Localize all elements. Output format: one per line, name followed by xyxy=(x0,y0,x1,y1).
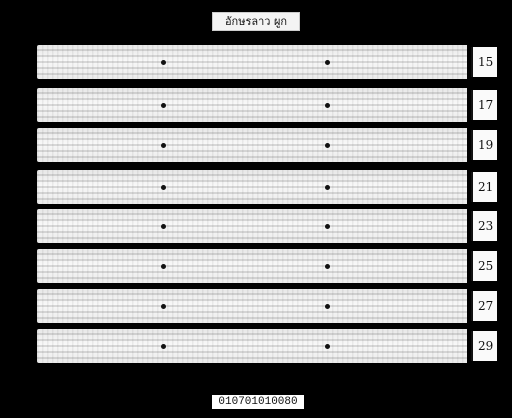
binding-hole xyxy=(161,103,166,108)
page-number: 19 xyxy=(478,138,494,152)
palm-leaf xyxy=(37,329,497,363)
binding-hole xyxy=(161,224,166,229)
binding-hole xyxy=(325,185,330,190)
leaf-script-texture xyxy=(37,45,467,79)
leaf-script-texture xyxy=(37,249,467,283)
page-number: 15 xyxy=(478,55,494,69)
palm-leaf xyxy=(37,88,497,122)
page-number-tab xyxy=(471,331,497,361)
binding-hole xyxy=(325,224,330,229)
palm-leaf xyxy=(37,170,497,204)
page-number-tab xyxy=(471,172,497,202)
binding-hole xyxy=(325,344,330,349)
leaf-script-texture xyxy=(37,329,467,363)
binding-hole xyxy=(325,264,330,269)
leaf-script-texture xyxy=(37,170,467,204)
binding-hole xyxy=(161,185,166,190)
page-number-tab xyxy=(471,291,497,321)
page-number-tab xyxy=(471,130,497,160)
binding-hole xyxy=(161,304,166,309)
binding-hole xyxy=(161,344,166,349)
binding-hole xyxy=(325,60,330,65)
leaf-script-texture xyxy=(37,209,467,243)
page-number-tab xyxy=(471,90,497,120)
page-number: 29 xyxy=(478,339,494,353)
binding-hole xyxy=(325,143,330,148)
manuscript-title-label: อักษรลาว ผูก xyxy=(212,12,300,31)
page-number-tab xyxy=(471,211,497,241)
page-number: 17 xyxy=(478,98,494,112)
page-number: 27 xyxy=(478,299,494,313)
binding-hole xyxy=(161,60,166,65)
leaf-script-texture xyxy=(37,289,467,323)
page-number-tab xyxy=(471,251,497,281)
palm-leaf xyxy=(37,249,497,283)
page-number-tab xyxy=(471,47,497,77)
page-number: 23 xyxy=(478,219,494,233)
leaf-script-texture xyxy=(37,128,467,162)
palm-leaf xyxy=(37,45,497,79)
binding-hole xyxy=(161,264,166,269)
binding-hole xyxy=(325,103,330,108)
binding-hole xyxy=(325,304,330,309)
page-number: 25 xyxy=(478,259,494,273)
palm-leaf xyxy=(37,128,497,162)
palm-leaf xyxy=(37,209,497,243)
binding-hole xyxy=(161,143,166,148)
palm-leaf xyxy=(37,289,497,323)
leaf-script-texture xyxy=(37,88,467,122)
page-number: 21 xyxy=(478,180,494,194)
archive-id-label: 010701010080 xyxy=(212,395,304,409)
